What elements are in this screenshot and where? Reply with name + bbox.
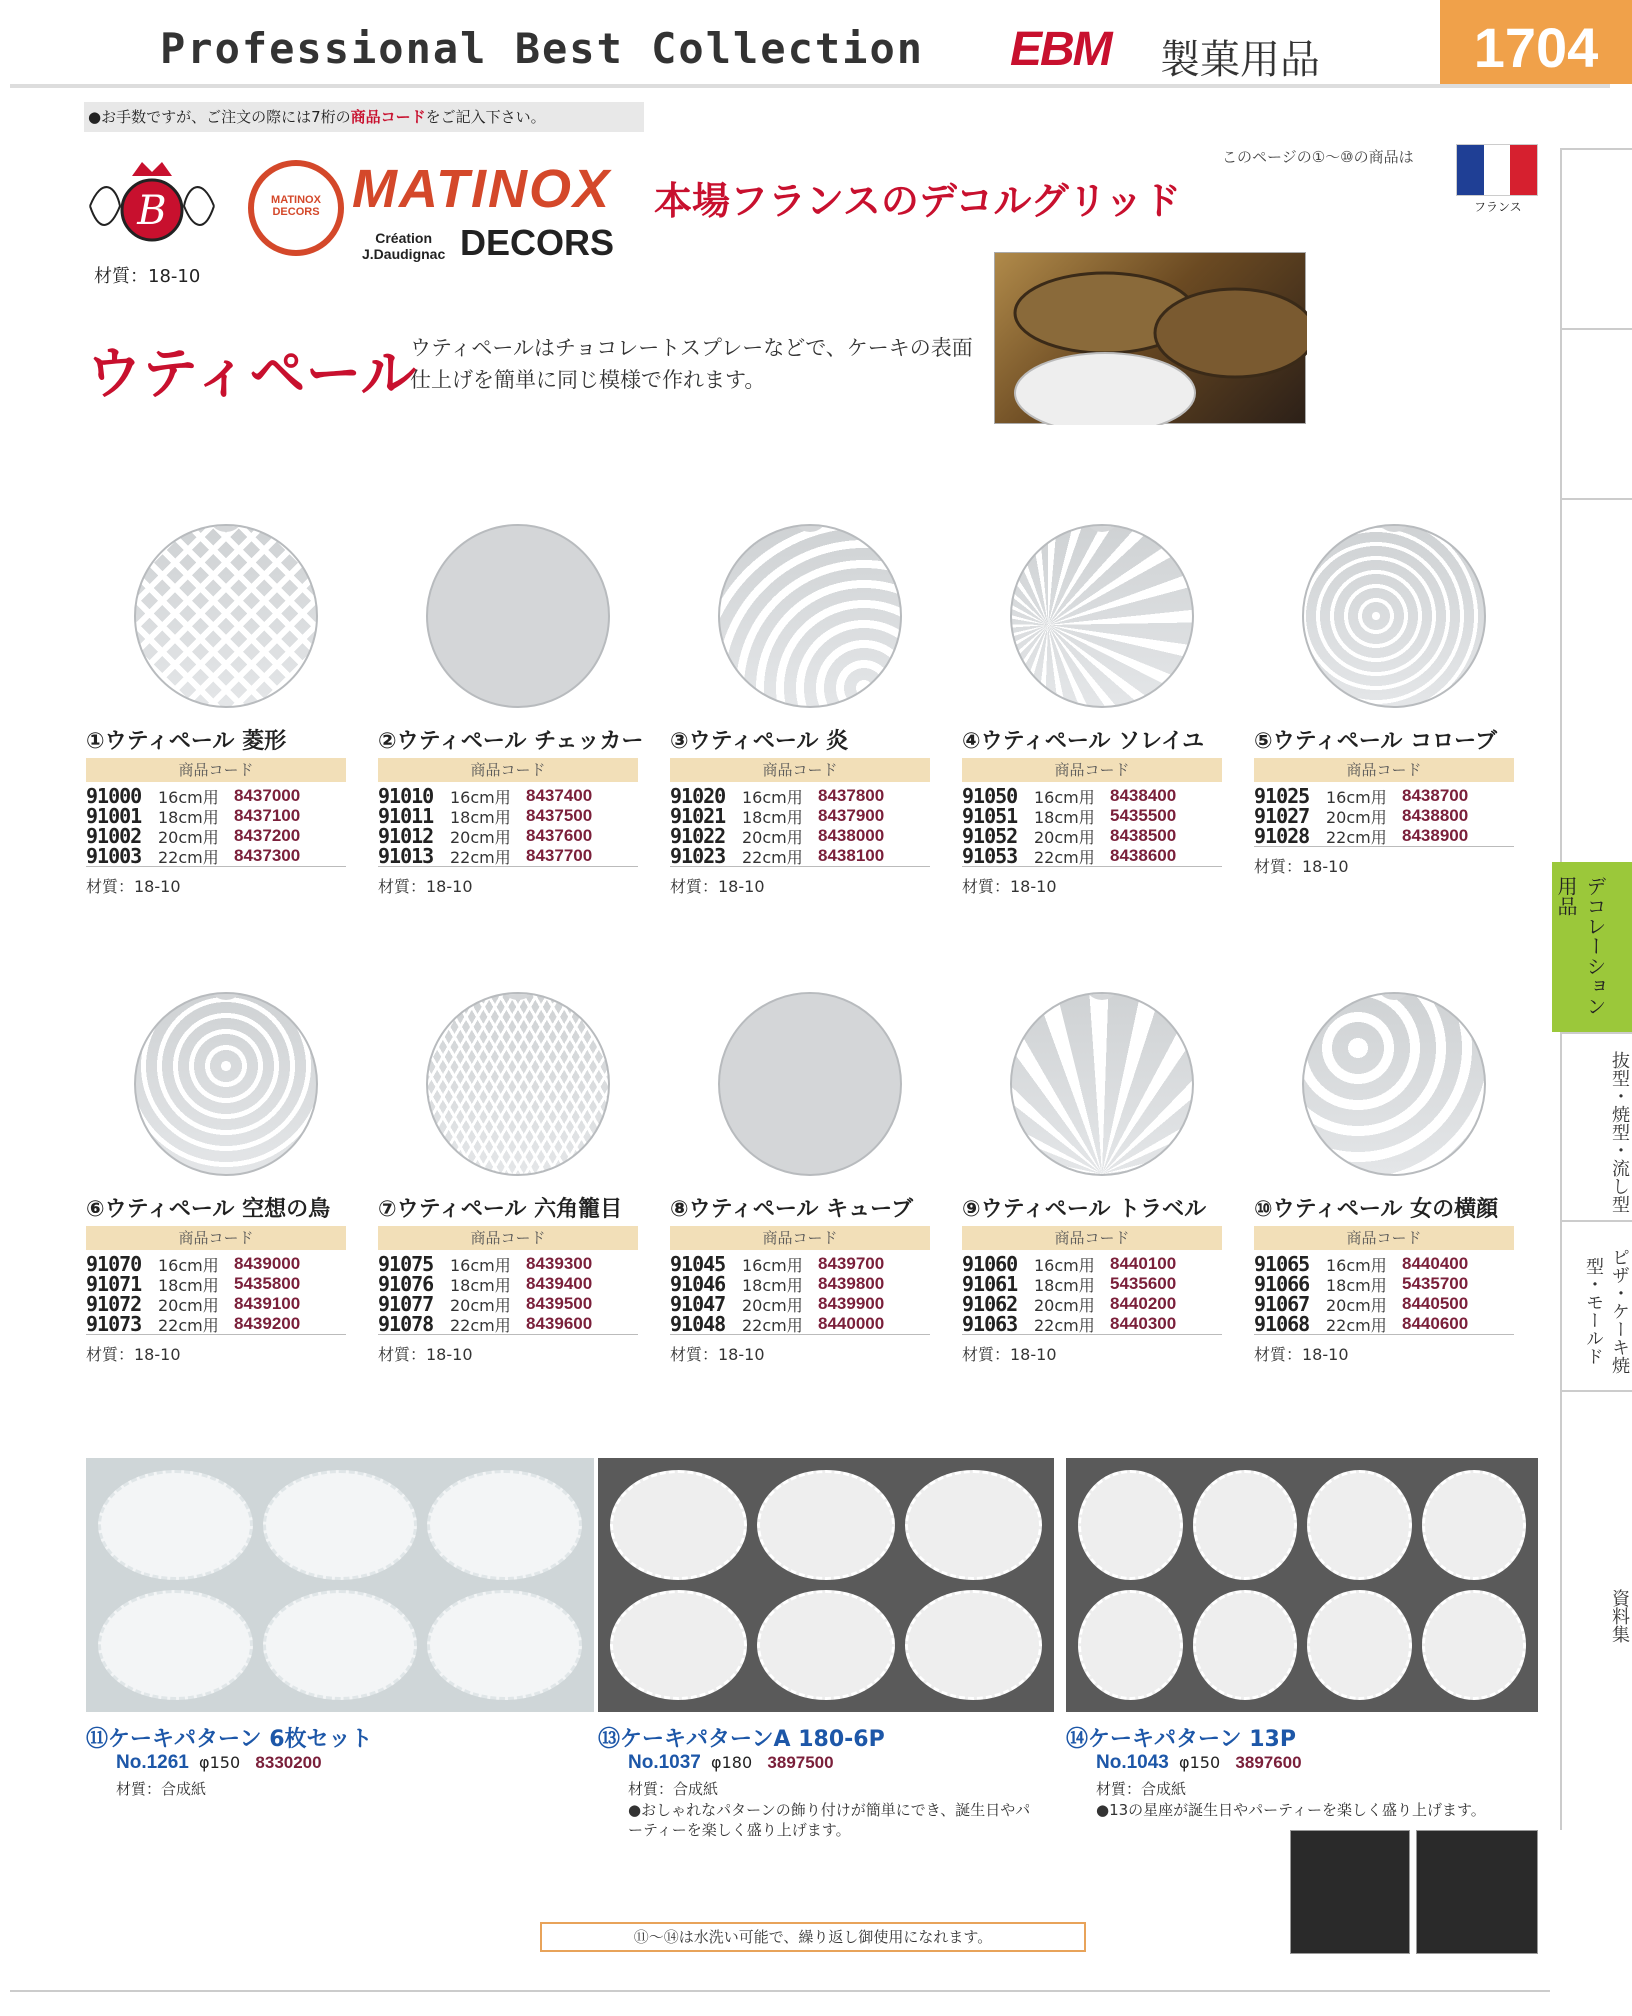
item-number: 91052 (962, 824, 1018, 848)
code-header: 商品コード (1254, 1226, 1514, 1250)
item-code: 8437500 (526, 806, 593, 825)
code-row (1254, 1254, 1514, 1274)
product-material: 材質：18-10 (962, 1345, 1057, 1364)
item-size: 18cm用 (1034, 1275, 1095, 1295)
item-code: 8440000 (818, 1314, 885, 1333)
code-row (1254, 1294, 1514, 1314)
code-table (962, 786, 1222, 867)
product-name: ②ウティペール チェッカー (378, 729, 644, 754)
product-description: ウティペールはチョコレートスプレーなどで、ケーキの表面仕上げを簡単に同じ模様で作れます。 (410, 336, 973, 392)
product-material: 材質：18-10 (670, 877, 765, 896)
headline: 本場フランスのデコルグリッド (654, 179, 1182, 223)
item-number: 91076 (378, 1272, 434, 1296)
code-row (378, 806, 638, 826)
product-name: ⑨ウティペール トラベル (962, 1197, 1207, 1222)
code-header: 商品コード (86, 1226, 346, 1250)
product-material: 材質：18-10 (1254, 857, 1349, 876)
item-number: 91027 (1254, 804, 1310, 828)
france-flag-icon (1456, 144, 1538, 196)
code-header: 商品コード (670, 758, 930, 782)
item-number: 91067 (1254, 1292, 1310, 1316)
cake-pattern-code: No.1037 φ180 3897500 (628, 1752, 834, 1773)
side-tab-blank1[interactable] (1560, 148, 1632, 328)
item-code: 8437600 (526, 826, 593, 845)
side-tab-molds[interactable]: 抜型・焼型・流し型 (1560, 1032, 1632, 1220)
item-number: 91075 (378, 1252, 434, 1276)
svg-text:B: B (137, 188, 167, 234)
code-row (1254, 1314, 1514, 1334)
item-code: 8438400 (1110, 786, 1177, 805)
item-size: 18cm用 (1326, 1275, 1387, 1295)
item-number: 91000 (86, 784, 142, 808)
code-row (378, 826, 638, 846)
code-row (962, 1254, 1222, 1274)
stencil-image-icon (426, 524, 610, 708)
stencil-image-icon (1302, 524, 1486, 708)
crest-logo-icon (82, 156, 222, 256)
code-row (378, 1254, 638, 1274)
item-code: 8439300 (526, 1254, 593, 1273)
side-tab-reference[interactable]: 資料集 (1560, 1390, 1632, 1830)
code-header: 商品コード (86, 758, 346, 782)
product-material: 材質：18-10 (86, 1345, 181, 1364)
code-row (1254, 1274, 1514, 1294)
code-table (1254, 786, 1514, 847)
item-size: 22cm用 (158, 1315, 219, 1335)
item-size: 22cm用 (742, 1315, 803, 1335)
item-number: 91025 (1254, 784, 1310, 808)
code-row (378, 1314, 638, 1334)
item-size: 22cm用 (450, 847, 511, 867)
item-number: 91020 (670, 784, 726, 808)
code-row (670, 1274, 930, 1294)
code-row (962, 826, 1222, 846)
item-size: 20cm用 (1326, 1295, 1387, 1315)
item-code: 8439400 (526, 1274, 593, 1293)
item-size: 22cm用 (1326, 827, 1387, 847)
code-table (670, 786, 930, 867)
item-number: 91002 (86, 824, 142, 848)
cake-pattern-material: 材質：合成紙 (1096, 1780, 1187, 1798)
item-size: 16cm用 (158, 787, 219, 807)
item-size: 20cm用 (1326, 807, 1387, 827)
item-code: 8437200 (234, 826, 301, 845)
code-row (86, 1254, 346, 1274)
code-row (86, 1314, 346, 1334)
origin-note: このページの①～⑩の商品は (1222, 148, 1414, 166)
item-size: 22cm用 (1034, 1315, 1095, 1335)
item-code: 8438500 (1110, 826, 1177, 845)
product-name: ⑤ウティペール コローブ (1254, 729, 1497, 754)
item-size: 18cm用 (450, 1275, 511, 1295)
item-code: 8437100 (234, 806, 301, 825)
item-number: 91061 (962, 1272, 1018, 1296)
side-tab-decoration[interactable]: デコレーション用品 (1552, 862, 1632, 1032)
item-code: 8438900 (1402, 826, 1469, 845)
code-row (670, 846, 930, 866)
code-table (86, 786, 346, 867)
stencil-image-icon (1302, 992, 1486, 1176)
stencil-image-icon (134, 524, 318, 708)
item-code: 8439700 (818, 1254, 885, 1273)
item-number: 91023 (670, 844, 726, 868)
item-number: 91078 (378, 1312, 434, 1336)
item-size: 16cm用 (1034, 1255, 1095, 1275)
item-number: 91051 (962, 804, 1018, 828)
item-number: 91021 (670, 804, 726, 828)
code-row (962, 1314, 1222, 1334)
cake-usage-photo-2 (1416, 1830, 1538, 1954)
code-row (86, 1294, 346, 1314)
item-size: 20cm用 (742, 827, 803, 847)
code-header: 商品コード (378, 1226, 638, 1250)
item-number: 91053 (962, 844, 1018, 868)
item-number: 91066 (1254, 1272, 1310, 1296)
code-row (1254, 806, 1514, 826)
code-row (86, 846, 346, 866)
item-code: 5435600 (1110, 1274, 1177, 1293)
product-name: ④ウティペール ソレイユ (962, 729, 1205, 754)
code-row (962, 786, 1222, 806)
brand-material: 材質：18-10 (94, 266, 201, 287)
item-size: 20cm用 (1034, 827, 1095, 847)
item-number: 91050 (962, 784, 1018, 808)
code-row (962, 1294, 1222, 1314)
product-name: ⑩ウティペール 女の横顔 (1254, 1197, 1499, 1222)
cake-pattern-material: 材質：合成紙 (628, 1780, 719, 1798)
item-code: 8438000 (818, 826, 885, 845)
item-size: 22cm用 (742, 847, 803, 867)
item-code: 8438800 (1402, 806, 1469, 825)
item-size: 20cm用 (1034, 1295, 1095, 1315)
item-size: 20cm用 (450, 1295, 511, 1315)
product-name: ⑦ウティペール 六角籠目 (378, 1197, 623, 1222)
code-row (962, 846, 1222, 866)
product-name: ①ウティペール 菱形 (86, 729, 287, 754)
side-tab-blank2[interactable] (1560, 328, 1632, 498)
code-row (670, 1314, 930, 1334)
item-code: 8439900 (818, 1294, 885, 1313)
item-number: 91011 (378, 804, 434, 828)
washable-footnote: ⑪～⑭は水洗い可能で、繰り返し御使用になれます。 (540, 1922, 1086, 1952)
item-code: 8438600 (1110, 846, 1177, 865)
item-code: 5435500 (1110, 806, 1177, 825)
item-number: 91065 (1254, 1252, 1310, 1276)
code-row (670, 1254, 930, 1274)
item-size: 20cm用 (450, 827, 511, 847)
cake-pattern-photo-13 (598, 1458, 1054, 1712)
product-title: ウティペール (86, 342, 417, 407)
item-number: 91010 (378, 784, 434, 808)
side-tab-pizza[interactable]: ピザ・ケーキ焼型・モールド (1560, 1220, 1632, 1390)
item-code: 8439200 (234, 1314, 301, 1333)
code-header: 商品コード (378, 758, 638, 782)
product-material: 材質：18-10 (962, 877, 1057, 896)
item-number: 91073 (86, 1312, 142, 1336)
item-number: 91060 (962, 1252, 1018, 1276)
bottom-divider (10, 1990, 1550, 1992)
stencil-image-icon (1010, 992, 1194, 1176)
cake-pattern-photo-11 (86, 1458, 594, 1712)
item-size: 16cm用 (158, 1255, 219, 1275)
cake-pattern-code: No.1043 φ150 3897600 (1096, 1752, 1302, 1773)
item-code: 8439600 (526, 1314, 593, 1333)
product-material: 材質：18-10 (378, 877, 473, 896)
cake-pattern-name: ⑭ケーキパターン 13P (1066, 1727, 1296, 1752)
item-number: 91047 (670, 1292, 726, 1316)
code-row (86, 806, 346, 826)
item-code: 8437300 (234, 846, 301, 865)
cake-pattern-material: 材質：合成紙 (116, 1780, 207, 1798)
product-name: ⑧ウティペール キューブ (670, 1197, 913, 1222)
item-number: 91062 (962, 1292, 1018, 1316)
code-row (378, 786, 638, 806)
brand-decors: DECORS (460, 222, 615, 263)
header-divider (10, 84, 1610, 88)
item-size: 16cm用 (1326, 1255, 1387, 1275)
item-size: 20cm用 (742, 1295, 803, 1315)
brand-creation: Création J.Daudignac (362, 230, 446, 262)
stencil-image-icon (718, 524, 902, 708)
item-size: 16cm用 (742, 787, 803, 807)
code-row (86, 786, 346, 806)
item-number: 91045 (670, 1252, 726, 1276)
item-number: 91070 (86, 1252, 142, 1276)
code-row (962, 806, 1222, 826)
product-name: ⑥ウティペール 空想の鳥 (86, 1197, 331, 1222)
item-size: 22cm用 (1034, 847, 1095, 867)
item-code: 8440400 (1402, 1254, 1469, 1273)
cake-pattern-name: ⑪ケーキパターン 6枚セット (86, 1727, 373, 1752)
item-code: 5435700 (1402, 1274, 1469, 1293)
item-number: 91003 (86, 844, 142, 868)
item-code: 8437000 (234, 786, 301, 805)
item-code: 8439800 (818, 1274, 885, 1293)
matinox-logo: MATINOX (352, 159, 611, 219)
cake-usage-photo-1 (1290, 1830, 1410, 1954)
code-header: 商品コード (962, 758, 1222, 782)
stencil-image-icon (134, 992, 318, 1176)
item-code: 8438700 (1402, 786, 1469, 805)
code-row (670, 1294, 930, 1314)
category-title: 製菓用品 (1160, 37, 1320, 83)
code-header: 商品コード (962, 1226, 1222, 1250)
product-material: 材質：18-10 (670, 1345, 765, 1364)
product-material: 材質：18-10 (86, 877, 181, 896)
item-code: 8440200 (1110, 1294, 1177, 1313)
item-size: 16cm用 (1034, 787, 1095, 807)
side-tab-blank3[interactable] (1560, 498, 1632, 862)
item-code: 8437800 (818, 786, 885, 805)
code-table (378, 786, 638, 867)
cake-pattern-photo-14 (1066, 1458, 1538, 1712)
item-size: 16cm用 (450, 787, 511, 807)
item-code: 8440600 (1402, 1314, 1469, 1333)
code-row (670, 806, 930, 826)
product-name: ③ウティペール 炎 (670, 729, 849, 754)
item-number: 91071 (86, 1272, 142, 1296)
item-number: 91046 (670, 1272, 726, 1296)
item-number: 91022 (670, 824, 726, 848)
code-row (86, 826, 346, 846)
origin-country: フランス (1474, 200, 1522, 214)
item-code: 8439100 (234, 1294, 301, 1313)
item-code: 8437900 (818, 806, 885, 825)
stencil-image-icon (1010, 524, 1194, 708)
catalog-title: Professional Best Collection (160, 24, 925, 73)
stencil-image-icon (718, 992, 902, 1176)
item-code: 8437700 (526, 846, 593, 865)
cake-pattern-code: No.1261 φ150 8330200 (116, 1752, 322, 1773)
item-size: 16cm用 (450, 1255, 511, 1275)
code-row (378, 1294, 638, 1314)
item-size: 18cm用 (742, 807, 803, 827)
code-table (670, 1254, 930, 1335)
item-size: 16cm用 (1326, 787, 1387, 807)
item-size: 18cm用 (158, 807, 219, 827)
item-size: 18cm用 (450, 807, 511, 827)
code-table (962, 1254, 1222, 1335)
page-number: 1704 (1440, 0, 1632, 84)
cake-hero-photo (994, 252, 1306, 424)
item-number: 91077 (378, 1292, 434, 1316)
item-code: 5435800 (234, 1274, 301, 1293)
cake-pattern-desc: ●13の星座が誕生日やパーティーを楽しく盛り上げます。 (1096, 1801, 1486, 1819)
ebm-logo: EBM (1010, 23, 1111, 76)
item-size: 22cm用 (158, 847, 219, 867)
item-number: 91012 (378, 824, 434, 848)
item-number: 91063 (962, 1312, 1018, 1336)
item-number: 91028 (1254, 824, 1310, 848)
item-number: 91072 (86, 1292, 142, 1316)
cake-pattern-name: ⑬ケーキパターンA 180-6P (598, 1727, 885, 1752)
code-header: 商品コード (1254, 758, 1514, 782)
item-number: 91001 (86, 804, 142, 828)
code-row (962, 1274, 1222, 1294)
code-table (86, 1254, 346, 1335)
item-code: 8438100 (818, 846, 885, 865)
item-code: 8437400 (526, 786, 593, 805)
code-row (670, 826, 930, 846)
item-code: 8439000 (234, 1254, 301, 1273)
item-code: 8440100 (1110, 1254, 1177, 1273)
cake-pattern-desc: ●おしゃれなパターンの飾り付けが簡単にでき、誕生日やパーティーを楽しく盛り上げます。 (628, 1801, 1031, 1839)
item-code: 8440300 (1110, 1314, 1177, 1333)
product-material: 材質：18-10 (1254, 1345, 1349, 1364)
matinox-ring-logo: MATINOX DECORS (248, 160, 344, 256)
code-row (670, 786, 930, 806)
item-size: 20cm用 (158, 1295, 219, 1315)
item-number: 91048 (670, 1312, 726, 1336)
item-number: 91068 (1254, 1312, 1310, 1336)
code-row (1254, 786, 1514, 806)
code-row (378, 1274, 638, 1294)
code-table (1254, 1254, 1514, 1335)
code-header: 商品コード (670, 1226, 930, 1250)
code-row (1254, 826, 1514, 846)
item-size: 18cm用 (1034, 807, 1095, 827)
item-size: 22cm用 (1326, 1315, 1387, 1335)
product-material: 材質：18-10 (378, 1345, 473, 1364)
code-table (378, 1254, 638, 1335)
item-code: 8439500 (526, 1294, 593, 1313)
order-notice: ●お手数ですが、ご注文の際には7桁の商品コードをご記入下さい。 (84, 102, 644, 132)
item-code: 8440500 (1402, 1294, 1469, 1313)
item-size: 22cm用 (450, 1315, 511, 1335)
stencil-image-icon (426, 992, 610, 1176)
item-size: 20cm用 (158, 827, 219, 847)
item-number: 91013 (378, 844, 434, 868)
item-size: 18cm用 (742, 1275, 803, 1295)
item-size: 18cm用 (158, 1275, 219, 1295)
code-row (86, 1274, 346, 1294)
code-row (378, 846, 638, 866)
item-size: 16cm用 (742, 1255, 803, 1275)
